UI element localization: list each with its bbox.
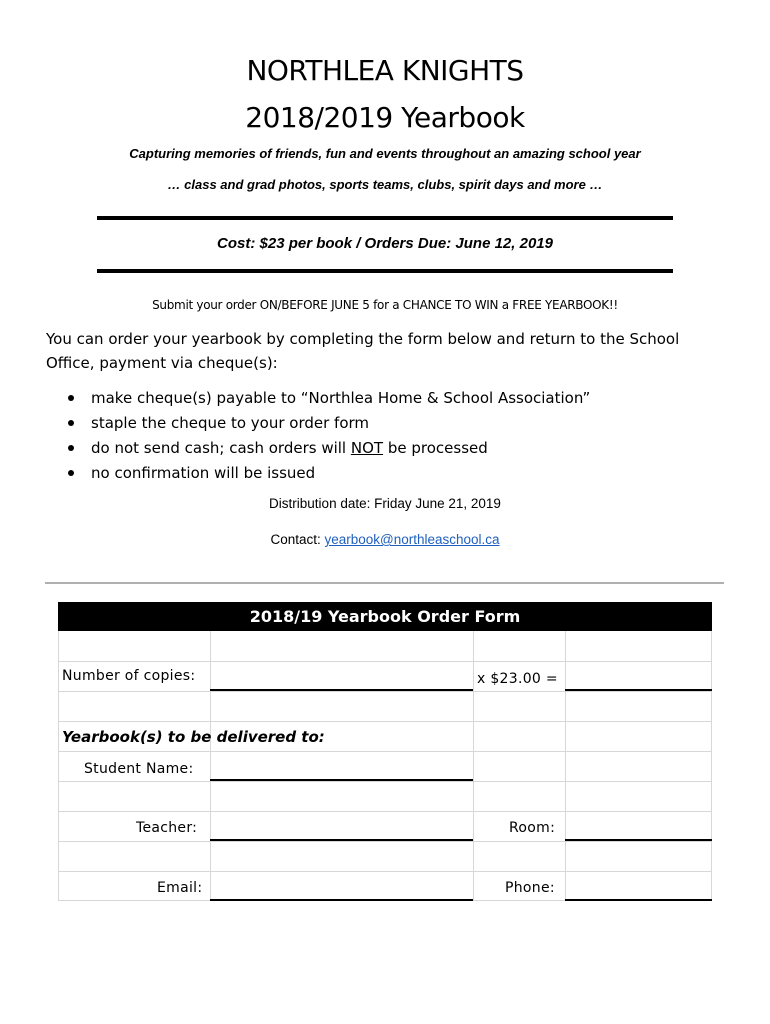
grid-line bbox=[210, 631, 211, 901]
intro-paragraph: You can order your yearbook by completing the form below and return to the School Office, payment via cheque(s): bbox=[46, 330, 680, 372]
grid-line bbox=[58, 841, 712, 842]
email-field[interactable] bbox=[210, 899, 473, 901]
bottom-rule bbox=[97, 269, 673, 273]
contact-line bbox=[0, 532, 770, 547]
teacher-label: Teacher: bbox=[136, 820, 198, 836]
copies-field[interactable] bbox=[210, 689, 473, 691]
grid-line bbox=[58, 691, 712, 692]
grid-line bbox=[473, 631, 474, 901]
email-label: Email: bbox=[157, 880, 203, 896]
instructions-list bbox=[66, 386, 706, 486]
phone-field[interactable] bbox=[565, 899, 712, 901]
grid-line bbox=[58, 871, 712, 872]
title-yearbook: 2018/2019 Yearbook bbox=[245, 101, 525, 134]
order-form-grid bbox=[58, 631, 712, 901]
student-name-label: Student Name: bbox=[84, 761, 194, 777]
promo-text: Submit your order ON/BEFORE JUNE 5 for a CHANCE TO WIN a FREE YEARBOOK!! bbox=[152, 298, 618, 312]
delivery-heading: Yearbook(s) to be delivered to: bbox=[62, 728, 325, 746]
list-item: no confirmation will be issued bbox=[66, 461, 706, 486]
room-field[interactable] bbox=[565, 839, 712, 841]
section-divider bbox=[45, 582, 724, 584]
room-label: Room: bbox=[509, 820, 556, 836]
grid-line bbox=[58, 721, 712, 722]
student-name-field[interactable] bbox=[210, 779, 473, 781]
list-item: make cheque(s) payable to “Northlea Home & School Association” bbox=[66, 386, 706, 411]
teacher-field[interactable] bbox=[210, 839, 473, 841]
grid-line bbox=[711, 631, 712, 901]
list-item: do not send cash; cash orders will NOT be processed bbox=[66, 436, 706, 461]
cost-line: Cost: $23 per book / Orders Due: June 12, 2019 bbox=[217, 235, 553, 252]
contact-label: Contact: bbox=[270, 532, 325, 547]
phone-label: Phone: bbox=[505, 880, 555, 896]
grid-line bbox=[565, 631, 566, 901]
grid-line bbox=[58, 751, 712, 752]
tagline-2: … class and grad photos, sports teams, clubs, spirit days and more … bbox=[167, 177, 603, 192]
price-label: x $23.00 = bbox=[477, 671, 558, 687]
tagline-1: Capturing memories of friends, fun and events throughout an amazing school year bbox=[129, 146, 641, 161]
total-field[interactable] bbox=[565, 689, 712, 691]
title-school: NORTHLEA KNIGHTS bbox=[246, 54, 524, 87]
grid-line bbox=[58, 781, 712, 782]
grid-line bbox=[58, 661, 712, 662]
order-form-title: 2018/19 Yearbook Order Form bbox=[58, 602, 712, 631]
emphasis-not: NOT bbox=[350, 439, 384, 457]
grid-line bbox=[58, 631, 59, 901]
distribution-date: Distribution date: Friday June 21, 2019 bbox=[269, 496, 501, 511]
top-rule bbox=[97, 216, 673, 220]
grid-line bbox=[58, 811, 712, 812]
list-item: staple the cheque to your order form bbox=[66, 411, 706, 436]
copies-label: Number of copies: bbox=[62, 668, 196, 684]
contact-email-link[interactable]: yearbook@northleaschool.ca bbox=[324, 532, 500, 547]
